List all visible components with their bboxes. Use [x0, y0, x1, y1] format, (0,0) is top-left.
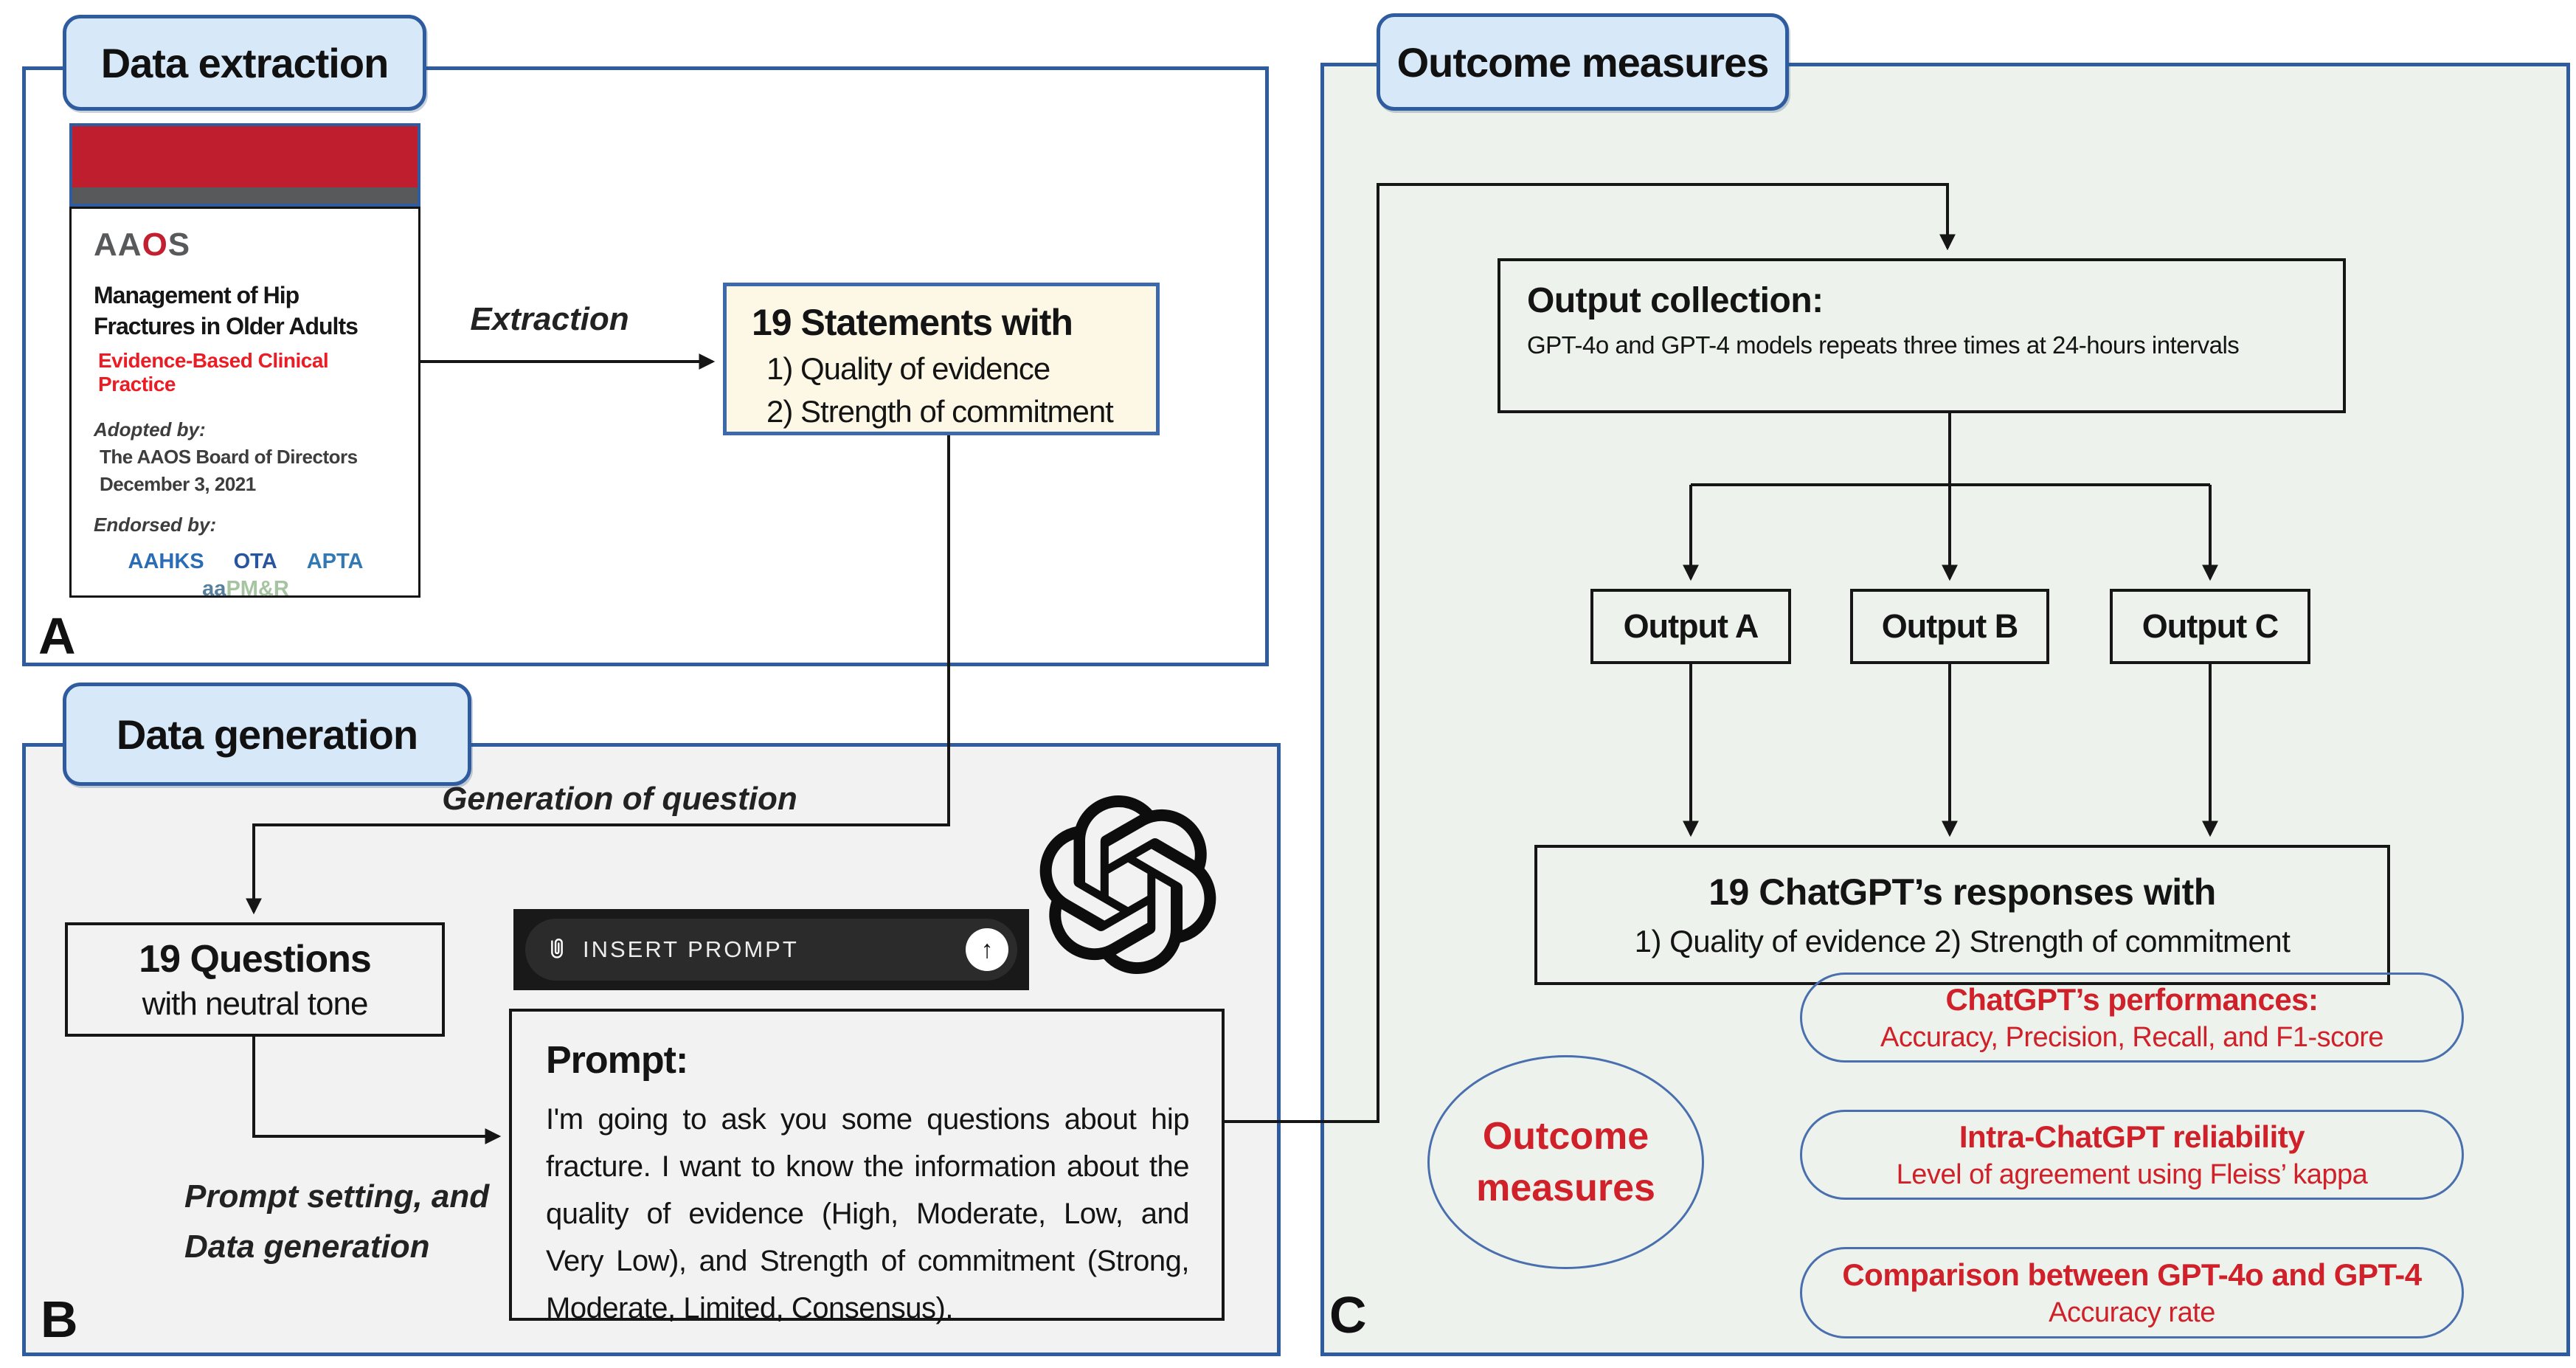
tab-data-generation	[63, 683, 471, 786]
output-c-label: Output C	[2142, 607, 2279, 645]
aaos-logo	[94, 227, 398, 263]
guideline-cover-stripe	[72, 187, 418, 204]
prompt-setting-label	[184, 1172, 489, 1272]
aaos-logo-s: S	[167, 227, 191, 263]
prompt-setting-label-line1: Prompt setting, and	[184, 1178, 490, 1215]
responses-box-subtitle: 1) Quality of evidence 2) Strength of commitment	[1634, 924, 2291, 958]
aaos-logo-o: O	[142, 227, 168, 263]
guideline-title-line2: Fractures in Older Adults	[94, 313, 358, 339]
endorser-aahks: AAHKS	[128, 550, 204, 573]
panel-c-letter: C	[1329, 1286, 1367, 1344]
tab-outcome-measures	[1377, 13, 1789, 111]
aaos-logo-aa: AA	[94, 227, 142, 263]
adopted-by-org: The AAOS Board of Directors	[100, 446, 358, 468]
output-a-box	[1590, 589, 1791, 664]
tab-data-generation-label: Data generation	[116, 711, 418, 758]
panel-b-letter: B	[41, 1291, 78, 1348]
statements-box-item1: 1) Quality of evidence	[766, 351, 1050, 386]
measure-pill-performances-subtitle: Accuracy, Precision, Recall, and F1-score	[1880, 1021, 2384, 1053]
statements-box	[723, 283, 1160, 435]
adopted-by-date: December 3, 2021	[100, 473, 256, 495]
outcome-measures-ellipse	[1427, 1055, 1704, 1269]
insert-prompt-placeholder: INSERT PROMPT	[583, 936, 799, 962]
output-b-box	[1850, 589, 2049, 664]
insert-prompt-bar	[513, 909, 1029, 990]
extraction-arrow-label: Extraction	[470, 301, 629, 337]
output-collection-box	[1498, 258, 2346, 413]
questions-box-title: 19 Questions	[139, 937, 371, 981]
endorser-aapmr	[94, 577, 398, 601]
guideline-title	[94, 280, 398, 342]
tab-outcome-measures-label: Outcome measures	[1396, 38, 1769, 86]
endorser-aapmr-name: PM&R	[226, 577, 289, 601]
output-b-label: Output B	[1881, 607, 2018, 645]
paperclip-icon	[543, 936, 571, 964]
output-c-box	[2110, 589, 2310, 664]
statements-box-item2: 2) Strength of commitment	[766, 394, 1113, 429]
guideline-title-line1: Management of Hip	[94, 282, 300, 308]
tab-data-extraction	[63, 15, 426, 111]
prompt-setting-label-line2: Data generation	[184, 1229, 430, 1265]
questions-box	[65, 922, 445, 1037]
statements-box-title: 19 Statements with	[752, 302, 1073, 343]
output-a-label: Output A	[1623, 607, 1759, 645]
output-collection-title: Output collection:	[1527, 281, 1824, 320]
endorser-apta: APTA	[306, 550, 364, 573]
measure-pill-comparison-subtitle: Accuracy rate	[2049, 1296, 2215, 1328]
panel-a-letter: A	[38, 607, 76, 665]
tab-data-extraction-label: Data extraction	[100, 39, 389, 86]
endorser-ota: OTA	[233, 550, 277, 573]
output-collection-subtitle: GPT-4o and GPT-4 models repeats three times at 24-hours intervals	[1527, 331, 2240, 359]
prompt-box-title: Prompt:	[546, 1039, 688, 1082]
measure-pill-reliability-title: Intra-ChatGPT reliability	[1959, 1119, 2305, 1154]
measure-pill-performances	[1800, 973, 2464, 1063]
generation-of-question-label: Generation of question	[442, 781, 797, 817]
measure-pill-performances-title: ChatGPT’s performances:	[1945, 981, 2319, 1017]
measure-pill-comparison	[1800, 1247, 2464, 1338]
adopted-by-label: Adopted by:	[94, 418, 206, 441]
questions-box-subtitle: with neutral tone	[142, 985, 368, 1022]
endorser-orgs	[94, 550, 398, 574]
measure-pill-reliability-subtitle: Level of agreement using Fleiss’ kappa	[1896, 1158, 2368, 1190]
guideline-cover-banner	[69, 123, 420, 207]
responses-box	[1534, 845, 2390, 985]
guideline-subtitle: Evidence-Based Clinical Practice	[98, 349, 329, 395]
guideline-cover	[69, 207, 420, 601]
send-button	[966, 928, 1008, 971]
insert-prompt-field	[525, 919, 1017, 981]
outcome-measures-ellipse-line2: measures	[1476, 1167, 1655, 1209]
responses-box-title: 19 ChatGPT’s responses with	[1708, 871, 2216, 913]
measure-pill-reliability	[1800, 1110, 2464, 1200]
endorser-aapmr-prefix: aa	[202, 577, 226, 601]
send-arrow-icon: ↑	[980, 935, 994, 964]
measure-pill-comparison-title: Comparison between GPT-4o and GPT-4	[1842, 1257, 2422, 1292]
prompt-box	[509, 1009, 1225, 1324]
outcome-measures-ellipse-line1: Outcome	[1482, 1115, 1649, 1158]
openai-logo-icon	[1039, 795, 1217, 974]
prompt-box-body: I'm going to ask you some questions about hip fracture. I want to know the information about the quality of evidence (High, Moderate, Low, and Very Low), and Strength of commitment (Strong, Moderate, Limited, Consensus).	[546, 1103, 1189, 1324]
endorsed-by-label: Endorsed by:	[94, 514, 217, 536]
